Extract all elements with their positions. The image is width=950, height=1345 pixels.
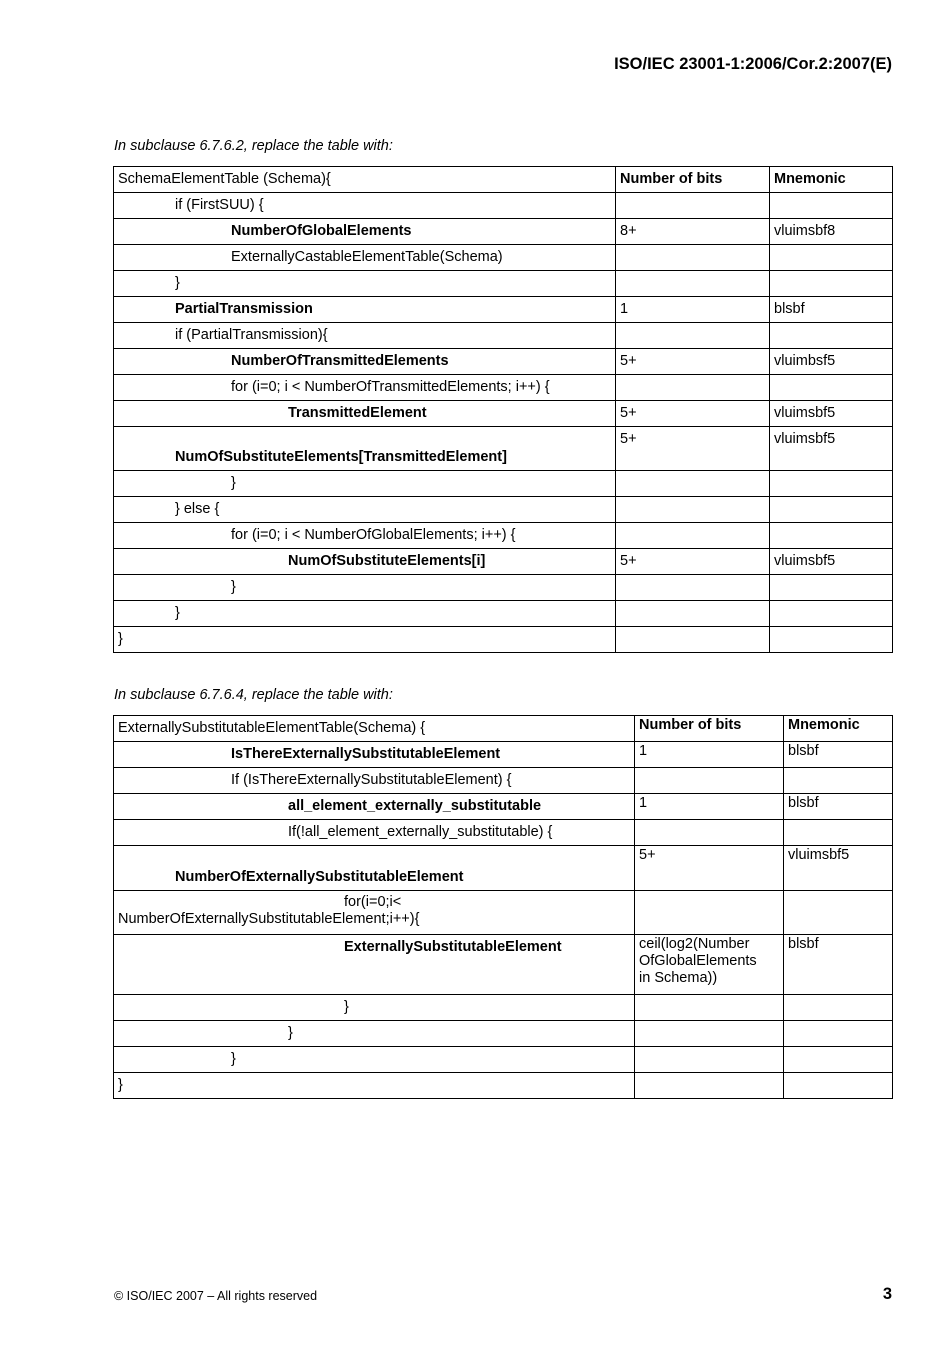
table-row [114,271,893,297]
table-row [114,768,893,794]
mnemonic-cell [770,627,893,653]
mnemonic-cell [784,891,893,935]
syntax-cell: } else { [114,497,616,523]
bits-line: ceil(log2(Number [639,936,750,952]
mnemonic-cell [784,1073,893,1099]
table-row [114,497,893,523]
mnemonic-cell: vluimsbf5 [770,549,893,575]
syntax-cell: if (PartialTransmission){ [114,323,616,349]
syntax-line: for(i=0;i< [344,894,402,910]
table-row [114,846,893,891]
mnemonic-cell [770,271,893,297]
syntax-cell: ExternallySubstitutableElement [114,935,635,995]
syntax-cell: NumberOfGlobalElements [114,219,616,245]
syntax-cell: ExternallyCastableElementTable(Schema) [114,245,616,271]
syntax-cell: If (IsThereExternallySubstitutableElement) { [114,768,635,794]
mnemonic-cell: blsbf [784,742,893,768]
table-row [114,245,893,271]
mnemonic-cell: vluimsbf8 [770,219,893,245]
table-row [114,549,893,575]
syntax-cell: } [114,1021,635,1047]
syntax-cell: TransmittedElement [114,401,616,427]
syntax-cell: IsThereExternallySubstitutableElement [114,742,635,768]
mnemonic-cell: vluimsbf5 [784,846,893,891]
syntax-cell: NumberOfTransmittedElements [114,349,616,375]
schema-element-table [113,166,893,653]
syntax-cell: if (FirstSUU) { [114,193,616,219]
mnemonic-cell: vluimsbf5 [770,401,893,427]
table-row [114,349,893,375]
bits-cell: 5+ [616,549,770,575]
bits-cell [635,1073,784,1099]
table-row [114,820,893,846]
bits-cell: 1 [635,742,784,768]
column-header-bits: Number of bits [635,716,784,742]
syntax-cell: for (i=0; i < NumberOfGlobalElements; i++) { [114,523,616,549]
bits-cell [616,375,770,401]
bits-cell [635,995,784,1021]
syntax-cell: NumOfSubstituteElements[TransmittedElement] [114,427,616,471]
mnemonic-cell: blsbf [784,935,893,995]
syntax-cell: } [114,1047,635,1073]
bits-cell: 8+ [616,219,770,245]
mnemonic-cell [770,245,893,271]
table-row [114,794,893,820]
copyright-notice: © ISO/IEC 2007 – All rights reserved [114,1289,318,1303]
mnemonic-cell: blsbf [770,297,893,323]
table-row [114,1047,893,1073]
syntax-cell: NumOfSubstituteElements[i] [114,549,616,575]
mnemonic-cell [770,523,893,549]
instruction-text: In subclause 6.7.6.4, replace the table with: [114,687,393,703]
table-row [114,167,893,193]
table-row [114,375,893,401]
mnemonic-cell [784,1021,893,1047]
syntax-cell: If(!all_element_externally_substitutable) { [114,820,635,846]
table-row [114,1073,893,1099]
syntax-cell: } [114,627,616,653]
syntax-cell: } [114,575,616,601]
syntax-cell: } [114,1073,635,1099]
mnemonic-cell: vluimbsf5 [770,349,893,375]
bits-cell [616,627,770,653]
syntax-cell: SchemaElementTable (Schema){ [114,167,616,193]
bits-cell [616,523,770,549]
mnemonic-cell [770,375,893,401]
bits-cell [616,497,770,523]
table-row [114,575,893,601]
mnemonic-cell [770,323,893,349]
mnemonic-cell [770,601,893,627]
document-id-header: ISO/IEC 23001-1:2006/Cor.2:2007(E) [614,55,892,73]
table-row [114,219,893,245]
mnemonic-cell [784,768,893,794]
bits-cell [616,271,770,297]
table-row [114,471,893,497]
table-row [114,193,893,219]
syntax-cell: ExternallySubstitutableElementTable(Schema) { [114,716,635,742]
bits-cell [616,245,770,271]
mnemonic-cell [770,471,893,497]
bits-cell [616,601,770,627]
table-row [114,601,893,627]
bits-cell: 1 [616,297,770,323]
syntax-cell: } [114,271,616,297]
externally-substitutable-element-table [113,715,893,1099]
mnemonic-cell [770,575,893,601]
syntax-cell: } [114,601,616,627]
table-row [114,401,893,427]
syntax-cell: all_element_externally_substitutable [114,794,635,820]
bits-cell: 5+ [635,846,784,891]
table-row [114,935,893,995]
bits-line: OfGlobalElements [639,953,757,969]
bits-cell: 5+ [616,349,770,375]
mnemonic-cell [770,497,893,523]
bits-cell [635,820,784,846]
bits-cell [635,1047,784,1073]
page-number: 3 [882,1285,892,1303]
table-row [114,297,893,323]
syntax-cell [114,891,635,935]
table-row [114,716,893,742]
mnemonic-cell [784,1047,893,1073]
syntax-line: NumberOfExternallySubstitutableElement;i++){ [118,911,420,927]
instruction-text: In subclause 6.7.6.2, replace the table with: [114,138,393,154]
bits-cell [635,891,784,935]
syntax-cell: NumberOfExternallySubstitutableElement [114,846,635,891]
column-header-mnemonic: Mnemonic [770,167,893,193]
bits-cell [616,193,770,219]
mnemonic-cell: blsbf [784,794,893,820]
mnemonic-cell: vluimsbf5 [770,427,893,471]
column-header-mnemonic: Mnemonic [784,716,893,742]
bits-cell [635,768,784,794]
table-row [114,523,893,549]
table-row [114,323,893,349]
bits-cell: 5+ [616,401,770,427]
mnemonic-cell [784,820,893,846]
bits-cell [616,575,770,601]
bits-cell [635,1021,784,1047]
bits-cell [616,323,770,349]
bits-cell [616,471,770,497]
table-row [114,1021,893,1047]
column-header-bits: Number of bits [616,167,770,193]
table-row [114,891,893,935]
mnemonic-cell [784,995,893,1021]
table-row [114,742,893,768]
bits-cell: 5+ [616,427,770,471]
bits-cell [635,935,784,995]
bits-line: in Schema)) [639,970,718,986]
syntax-cell: } [114,995,635,1021]
syntax-cell: PartialTransmission [114,297,616,323]
syntax-cell: } [114,471,616,497]
mnemonic-cell [770,193,893,219]
bits-cell: 1 [635,794,784,820]
table-row [114,995,893,1021]
syntax-cell: for (i=0; i < NumberOfTransmittedElements; i++) { [114,375,616,401]
table-row [114,627,893,653]
table-row [114,427,893,471]
